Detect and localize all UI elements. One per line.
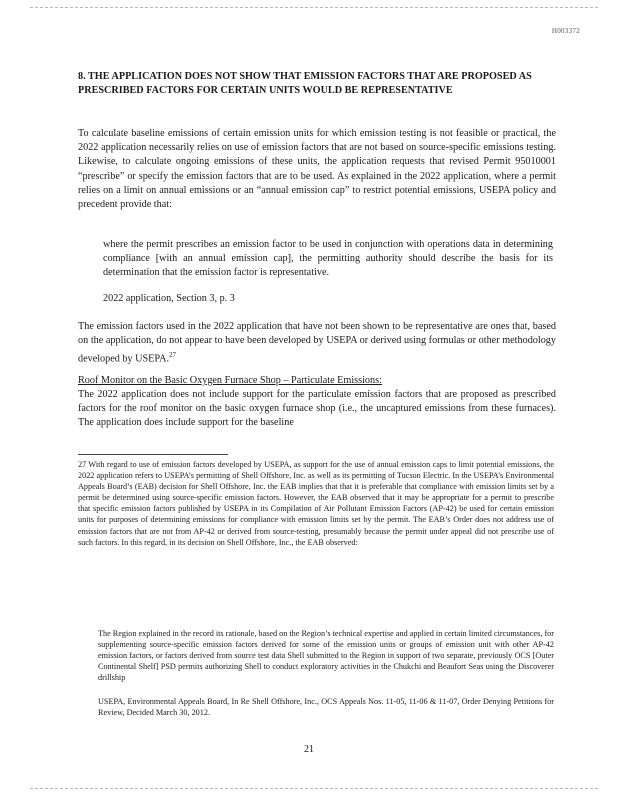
footnote-divider [78,454,228,455]
body-paragraph-3: The 2022 application does not include support for the particulate emission factors that are proposed as prescribed factors for the roof monitor on the basic oxygen furnace shop (i.e., the uncaptured emissions from these furnaces). The application does include support for the baseline [78,389,556,429]
section-heading: 8. THE APPLICATION DOES NOT SHOW THAT EMISSION FACTORS THAT ARE PROPOSED AS PRESCRIBED FACTORS FOR CERTAIN UNITS WOULD BE REPRESENTATIVE [78,71,532,96]
subheading-roof-monitor: Roof Monitor on the Basic Oxygen Furnace Shop – Particulate Emissions: [78,375,382,386]
footnote-quote: The Region explained in the record its rationale, based on the Region’s technical expertise and applied in certain limited circumstances, for supplementing source-specific emission factors derived for some of the emission units or groups of emission unit with other AP-42 emission factors, or factors derived from source test data Shell submitted to the Region in support of two separate, previously OCS [Outer Continental Shelf] PSD permits authorizing Shell to conduct exploratory activities in the Chukchi and Beaufort Seas using the Discoverer drillship [98,629,554,683]
scan-edge-top [30,7,598,8]
footnote-27: 27 With regard to use of emission factors developed by USEPA, as support for the use of annual emission caps to limit potential emissions, the 2022 application refers to USEPA’s permitting of Shell Offshore, Inc. as well as its permitting of Tucson Electric. In the USEPA’s Environmental Appeals Board’s (EAB) decision for Shell Offshore, Inc. the EAB implies that that it is preferable that compliance with emission limits set by a permit be determined using source-specific emission factors. However, the EAB observed that it may be appropriate for a permit to prescribe that specific emission factors published by USEPA in its Compilation of Air Pollutant Emission Factors (AP-42) be used for certain emission units for purposes of determining emissions for compliance with emission limits set by the permit. The EAB’s Order does not address use of emission factors that are not from AP-42 or derived from source-testing, presumably because the permit under appeal did not prescribe use of such factors. In this regard, in its decision on Shell Offshore, Inc., the EAB observed: [78,460,554,547]
body-paragraph-2-text: The emission factors used in the 2022 application that have not been shown to be representative are ones that, based on the application, do not appear to have been developed by USEPA or derived using formulas or other methodology developed by USEPA. [78,321,556,365]
page-number: 21 [304,744,314,755]
footnote-reference: 27 [169,351,177,360]
block-quote: where the permit prescribes an emission factor to be used in conjunction with operations data in determining compliance [with an annual emission cap], the permitting authority should describe the basis for its determination that the emission factor is representative. [103,239,553,279]
quote-citation: 2022 application, Section 3, p. 3 [103,293,235,304]
body-paragraph-1: To calculate baseline emissions of certain emission units for which emission testing is not feasible or practical, the 2022 application necessarily relies on use of emission factors that are not based on source-specific emissions testing. Likewise, to calculate ongoing emissions of these units, the application requests that revised Permit 95010001 “prescribe” or specify the emission factors that are to be used. As explained in the 2022 application, where a permit relies on a limit on annual emissions or an “annual emission cap” to restrict potential emissions, USEPA policy and precedent provide that: [78,128,556,211]
body-paragraph-2 [78,320,556,367]
scan-edge-bottom [30,788,598,789]
footnote-citation: USEPA, Environmental Appeals Board, In Re Shell Offshore, Inc., OCS Appeals Nos. 11-05, 11-06 & 11-07, Order Denying Petitions for Review, Decided March 30, 2012. [98,697,554,718]
bates-number: H003372 [551,27,580,35]
